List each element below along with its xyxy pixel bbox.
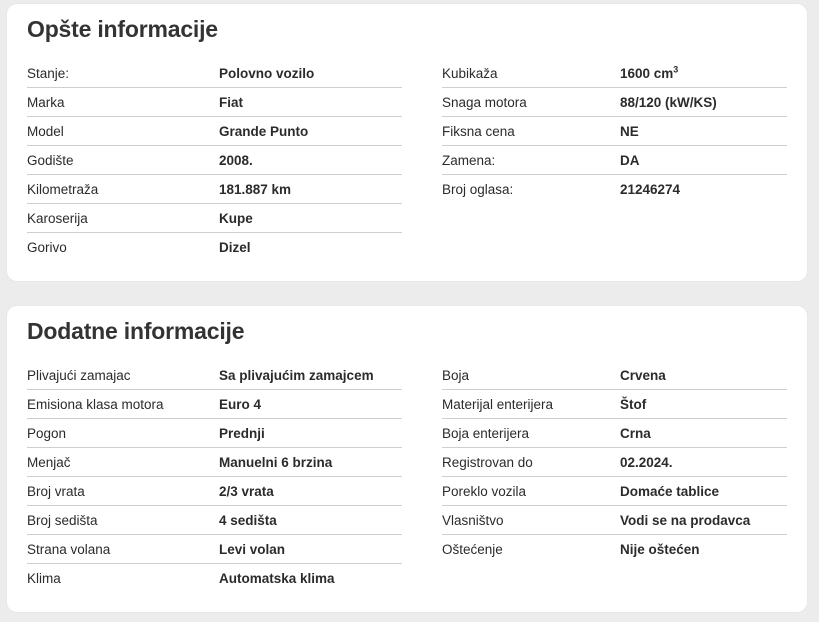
spec-value: Dizel xyxy=(219,240,251,255)
spec-label: Godište xyxy=(27,152,74,168)
additional-info-right-list xyxy=(442,361,787,564)
spec-value: Levi volan xyxy=(219,541,286,557)
spec-row-stanje xyxy=(27,59,402,88)
spec-row-karoserija xyxy=(27,204,402,233)
spec-label: Broj oglasa: xyxy=(442,182,514,197)
spec-value: Automatska klima xyxy=(219,571,335,586)
spec-value: Polovno vozilo xyxy=(219,65,315,81)
spec-label: Poreklo vozila xyxy=(442,483,527,499)
spec-label: Karoserija xyxy=(27,210,88,226)
spec-label: Plivajući zamajac xyxy=(27,367,131,383)
spec-value: Nije oštećen xyxy=(620,542,700,557)
spec-label: Fiksna cena xyxy=(442,123,515,139)
spec-value-superscript: 3 xyxy=(673,64,679,74)
spec-row-boja-enterijera xyxy=(442,419,787,448)
spec-value: Sa plivajućim zamajcem xyxy=(219,367,374,383)
spec-label: Boja enterijera xyxy=(442,425,530,441)
spec-label: Strana volana xyxy=(27,541,111,557)
spec-value: 4 sedišta xyxy=(219,512,277,528)
spec-value: Kupe xyxy=(219,210,253,226)
spec-row-broj-sedista xyxy=(27,506,402,535)
spec-row-godiste xyxy=(27,146,402,175)
additional-info-left-list xyxy=(27,361,402,593)
spec-row-zamena xyxy=(442,146,787,175)
spec-value: Crna xyxy=(620,425,651,441)
spec-row-menjac xyxy=(27,448,402,477)
spec-label: Materijal enterijera xyxy=(442,396,554,412)
spec-row-kilometraza xyxy=(27,175,402,204)
spec-row-kubikaza xyxy=(442,59,787,88)
spec-value: 2/3 vrata xyxy=(219,483,274,499)
spec-value: DA xyxy=(620,152,640,168)
spec-value: 21246274 xyxy=(620,182,681,197)
spec-value: Fiat xyxy=(219,94,244,110)
spec-label: Broj vrata xyxy=(27,483,85,499)
additional-info-title: Dodatne informacije xyxy=(27,318,245,344)
spec-row-plivajuci-zamajac xyxy=(27,361,402,390)
spec-label: Gorivo xyxy=(27,240,67,255)
additional-info-card xyxy=(7,306,807,612)
spec-label: Stanje: xyxy=(27,65,70,81)
spec-value: Crvena xyxy=(620,367,666,383)
spec-row-klima xyxy=(27,564,402,593)
spec-value: NE xyxy=(620,123,639,139)
spec-label: Snaga motora xyxy=(442,94,527,110)
spec-value-number: 1600 cm xyxy=(620,65,674,81)
spec-label: Registrovan do xyxy=(442,454,533,470)
spec-label: Klima xyxy=(27,571,61,586)
spec-row-model xyxy=(27,117,402,146)
spec-value: Prednji xyxy=(219,425,265,441)
spec-row-pogon xyxy=(27,419,402,448)
spec-value: Vodi se na prodavca xyxy=(620,512,751,528)
spec-value: 02.2024. xyxy=(620,454,673,470)
spec-value: Grande Punto xyxy=(219,123,309,139)
spec-label: Vlasništvo xyxy=(442,512,504,528)
general-info-card xyxy=(7,4,807,281)
spec-row-strana-volana xyxy=(27,535,402,564)
spec-label: Boja xyxy=(442,367,470,383)
spec-label: Marka xyxy=(27,94,65,110)
general-info-right-list xyxy=(442,59,787,204)
spec-row-broj-oglasa xyxy=(442,175,787,204)
spec-row-broj-vrata xyxy=(27,477,402,506)
spec-value: Štof xyxy=(620,396,647,412)
spec-value: Domaće tablice xyxy=(620,483,720,499)
spec-row-snaga xyxy=(442,88,787,117)
spec-label: Menjač xyxy=(27,454,71,470)
spec-row-marka xyxy=(27,88,402,117)
spec-label: Oštećenje xyxy=(442,542,503,557)
general-info-title: Opšte informacije xyxy=(27,16,218,42)
spec-label: Kubikaža xyxy=(442,65,498,81)
spec-row-ostecenje xyxy=(442,535,787,564)
spec-label: Kilometraža xyxy=(27,181,99,197)
spec-row-emisiona-klasa xyxy=(27,390,402,419)
spec-label: Model xyxy=(27,123,64,139)
spec-value: 2008. xyxy=(219,152,253,168)
spec-value: Manuelni 6 brzina xyxy=(219,454,333,470)
spec-row-materijal-enterijera xyxy=(442,390,787,419)
spec-value xyxy=(620,66,678,81)
spec-row-fiksna-cena xyxy=(442,117,787,146)
spec-label: Emisiona klasa motora xyxy=(27,396,164,412)
spec-label: Pogon xyxy=(27,425,67,441)
spec-row-registrovan-do xyxy=(442,448,787,477)
spec-value: 88/120 (kW/KS) xyxy=(620,94,717,110)
spec-row-boja xyxy=(442,361,787,390)
spec-row-vlasnistvo xyxy=(442,506,787,535)
spec-row-gorivo xyxy=(27,233,402,262)
spec-row-poreklo-vozila xyxy=(442,477,787,506)
spec-value: Euro 4 xyxy=(219,396,262,412)
spec-value: 181.887 km xyxy=(219,181,292,197)
general-info-left-list xyxy=(27,59,402,262)
spec-label: Zamena: xyxy=(442,152,496,168)
spec-label: Broj sedišta xyxy=(27,512,98,528)
